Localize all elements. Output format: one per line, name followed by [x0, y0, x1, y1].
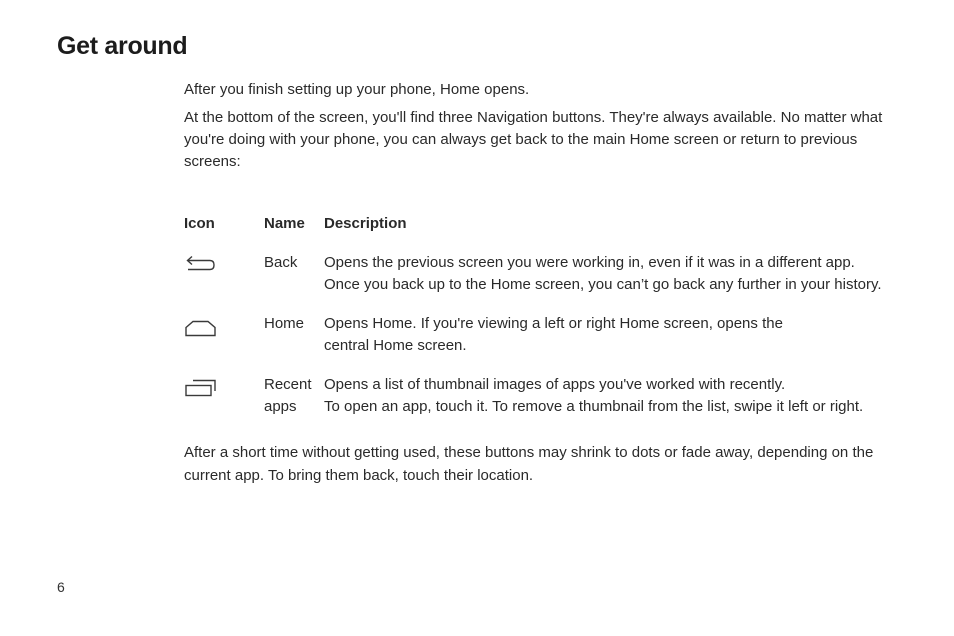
description-line: To open an app, touch it. To remove a thumbnail from the list, swipe it left or right. — [324, 398, 864, 415]
description-line: Opens the previous screen you were working in, even if it was in a different app. — [324, 253, 855, 271]
home-icon-cell — [184, 313, 264, 358]
header-name: Name — [264, 215, 305, 232]
table-row-recent-apps — [184, 374, 894, 419]
table-header-row — [184, 213, 894, 236]
table-row-back — [184, 252, 894, 297]
row-description-home — [324, 313, 894, 358]
outro-paragraph: After a short time without getting used, these buttons may shrink to dots or fade away, depending on the current app. To bring them back, touch their location. — [184, 443, 874, 484]
intro-paragraph-1: After you finish setting up your phone, Home opens. — [184, 81, 530, 98]
description-line: Once you back up to the Home screen, you can’t go back any further in your history. — [324, 276, 882, 293]
row-description-back — [324, 252, 894, 297]
header-icon: Icon — [184, 215, 215, 232]
navigation-buttons-table — [184, 213, 894, 419]
back-icon-cell — [184, 252, 264, 297]
header-description: Description — [324, 215, 407, 232]
row-description-recent-apps — [324, 374, 894, 419]
back-arrow-icon — [184, 254, 264, 278]
page-number: 6 — [57, 579, 65, 595]
page-title: Get around — [57, 32, 188, 60]
row-name-recent-apps: Recent apps — [264, 375, 312, 415]
home-icon — [184, 315, 264, 343]
page-content — [184, 79, 914, 487]
description-line: Opens Home. If you're viewing a left or right Home screen, opens the central Home screen. — [324, 314, 783, 354]
recent-apps-icon-cell — [184, 374, 264, 419]
table-row-home — [184, 313, 894, 358]
description-line: Opens a list of thumbnail images of apps you've worked with recently. — [324, 375, 786, 393]
recent-apps-icon — [184, 376, 264, 402]
row-name-back: Back — [264, 253, 298, 271]
row-name-home: Home — [264, 314, 305, 332]
intro-paragraph-2: At the bottom of the screen, you'll find three Navigation buttons. They're always available. No matter what you're doing with your phone, you can always get back to the main Home screen or return to previous screens: — [184, 109, 883, 170]
